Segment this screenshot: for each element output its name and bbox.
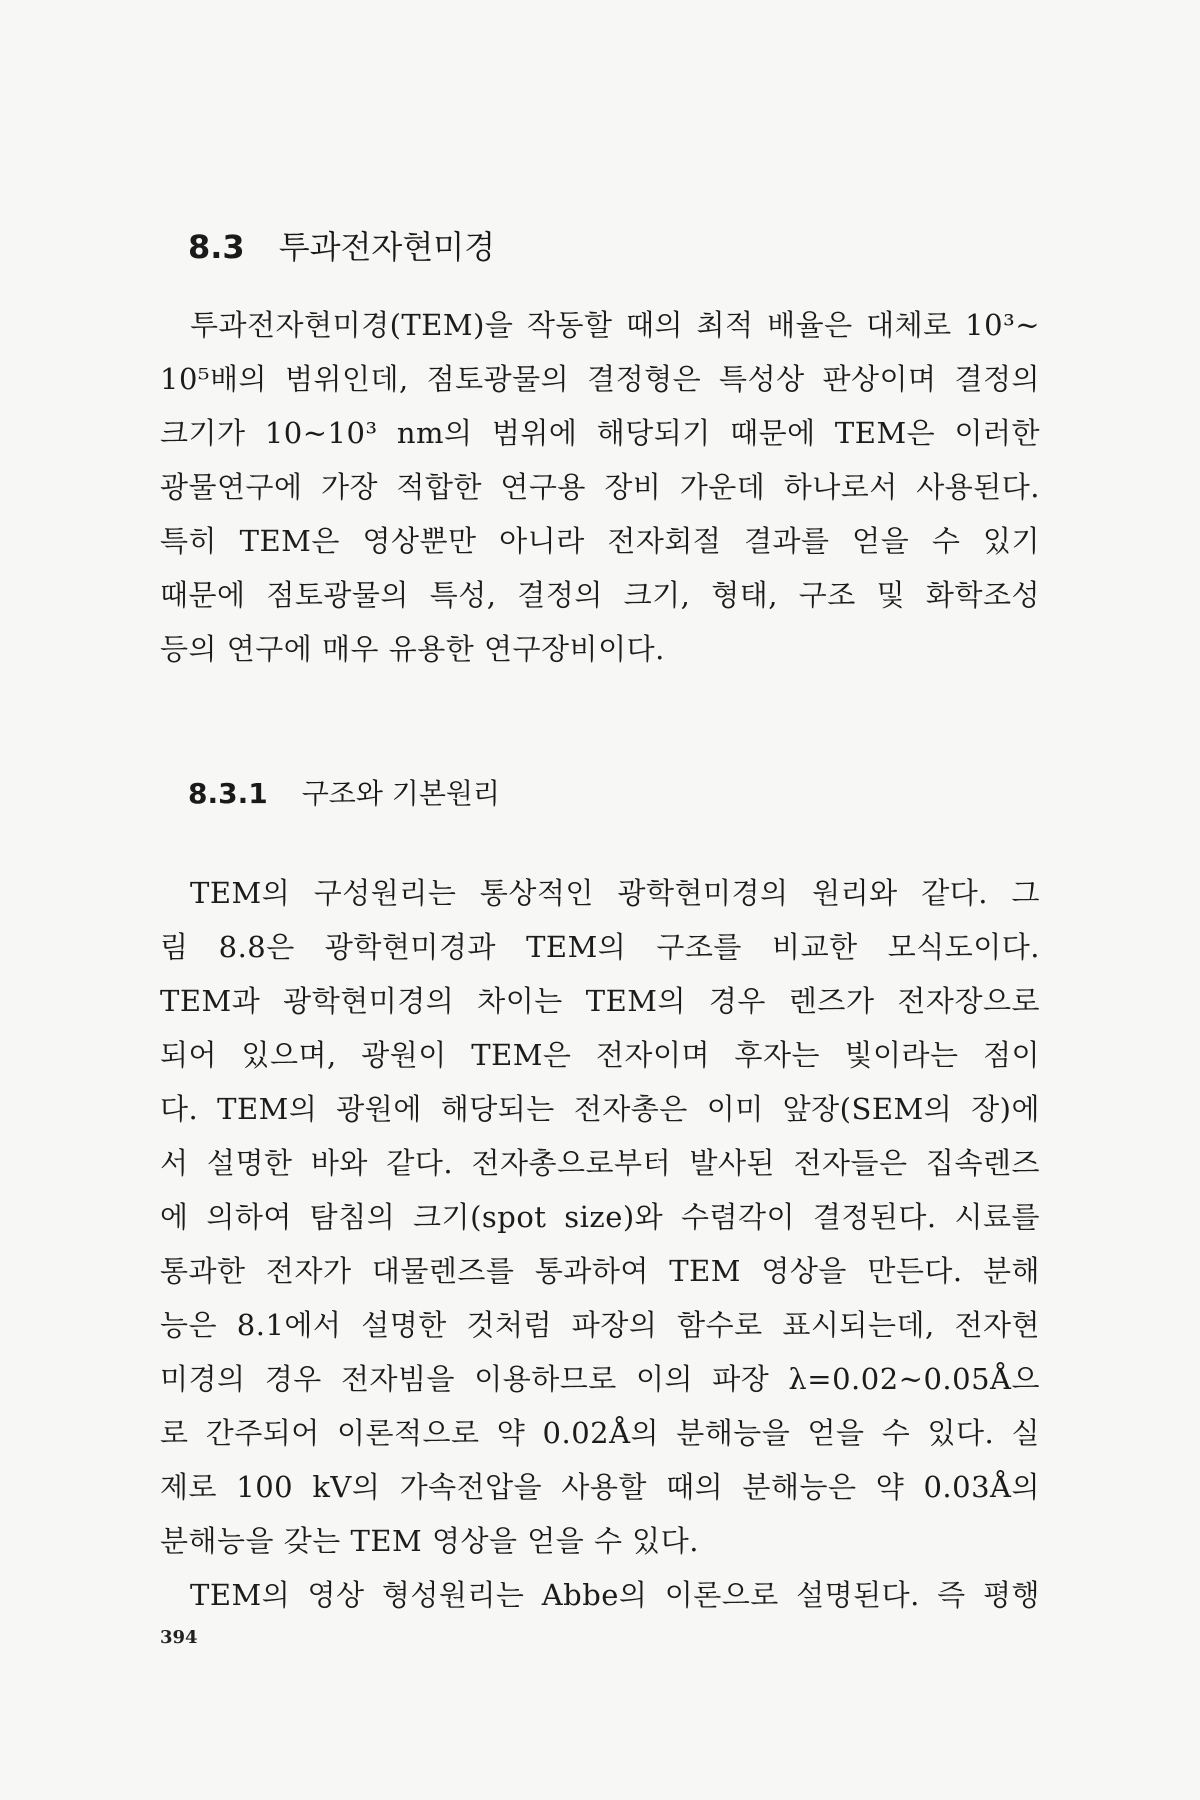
text-line: 로 간주되어 이론적으로 약 0.02Å의 분해능을 얻을 수 있다. 실 <box>160 1416 1040 1450</box>
text-line: 능은 8.1에서 설명한 것처럼 파장의 함수로 표시되는데, 전자현 <box>160 1308 1040 1342</box>
section-title: 투과전자현미경 <box>278 228 496 266</box>
subsection-heading <box>188 772 500 812</box>
text-line: 림 8.8은 광학현미경과 TEM의 구조를 비교한 모식도이다. <box>160 930 1040 964</box>
text-line: 투과전자현미경(TEM)을 작동할 때의 최적 배율은 대체로 10³~ <box>190 308 1040 342</box>
text-line: 되어 있으며, 광원이 TEM은 전자이며 후자는 빛이라는 점이 <box>160 1038 1040 1072</box>
text-line: 크기가 10~10³ nm의 범위에 해당되기 때문에 TEM은 이러한 <box>160 416 1040 450</box>
text-line: 10⁵배의 범위인데, 점토광물의 결정형은 특성상 판상이며 결정의 <box>160 362 1040 396</box>
text-line: 통과한 전자가 대물렌즈를 통과하여 TEM 영상을 만든다. 분해 <box>160 1254 1040 1288</box>
section-number: 8.3 <box>188 228 245 266</box>
text-line: TEM과 광학현미경의 차이는 TEM의 경우 렌즈가 전자장으로 <box>160 984 1040 1018</box>
text-line: 때문에 점토광물의 특성, 결정의 크기, 형태, 구조 및 화학조성 <box>160 578 1040 612</box>
text-line: 서 설명한 바와 같다. 전자총으로부터 발사된 전자들은 집속렌즈 <box>160 1146 1040 1180</box>
text-line: 제로 100 kV의 가속전압을 사용할 때의 분해능은 약 0.03Å의 <box>160 1470 1040 1504</box>
text-line: 광물연구에 가장 적합한 연구용 장비 가운데 하나로서 사용된다. <box>160 470 1040 504</box>
text-line: 등의 연구에 매우 유용한 연구장비이다. <box>160 632 665 666</box>
text-line: TEM의 구성원리는 통상적인 광학현미경의 원리와 같다. 그 <box>190 876 1040 910</box>
subsection-title: 구조와 기본원리 <box>301 777 500 810</box>
section-heading <box>188 222 495 268</box>
text-line: 미경의 경우 전자빔을 이용하므로 이의 파장 λ=0.02~0.05Å으 <box>160 1362 1040 1396</box>
text-line: 분해능을 갖는 TEM 영상을 얻을 수 있다. <box>160 1524 699 1558</box>
text-line: 에 의하여 탐침의 크기(spot size)와 수렴각이 결정된다. 시료를 <box>160 1200 1040 1234</box>
text-line: TEM의 영상 형성원리는 Abbe의 이론으로 설명된다. 즉 평행 <box>190 1578 1040 1612</box>
text-line: 다. TEM의 광원에 해당되는 전자총은 이미 앞장(SEM의 장)에 <box>160 1092 1040 1126</box>
page-number: 394 <box>160 1627 198 1648</box>
text-line: 특히 TEM은 영상뿐만 아니라 전자회절 결과를 얻을 수 있기 <box>160 524 1040 558</box>
subsection-number: 8.3.1 <box>188 777 268 810</box>
